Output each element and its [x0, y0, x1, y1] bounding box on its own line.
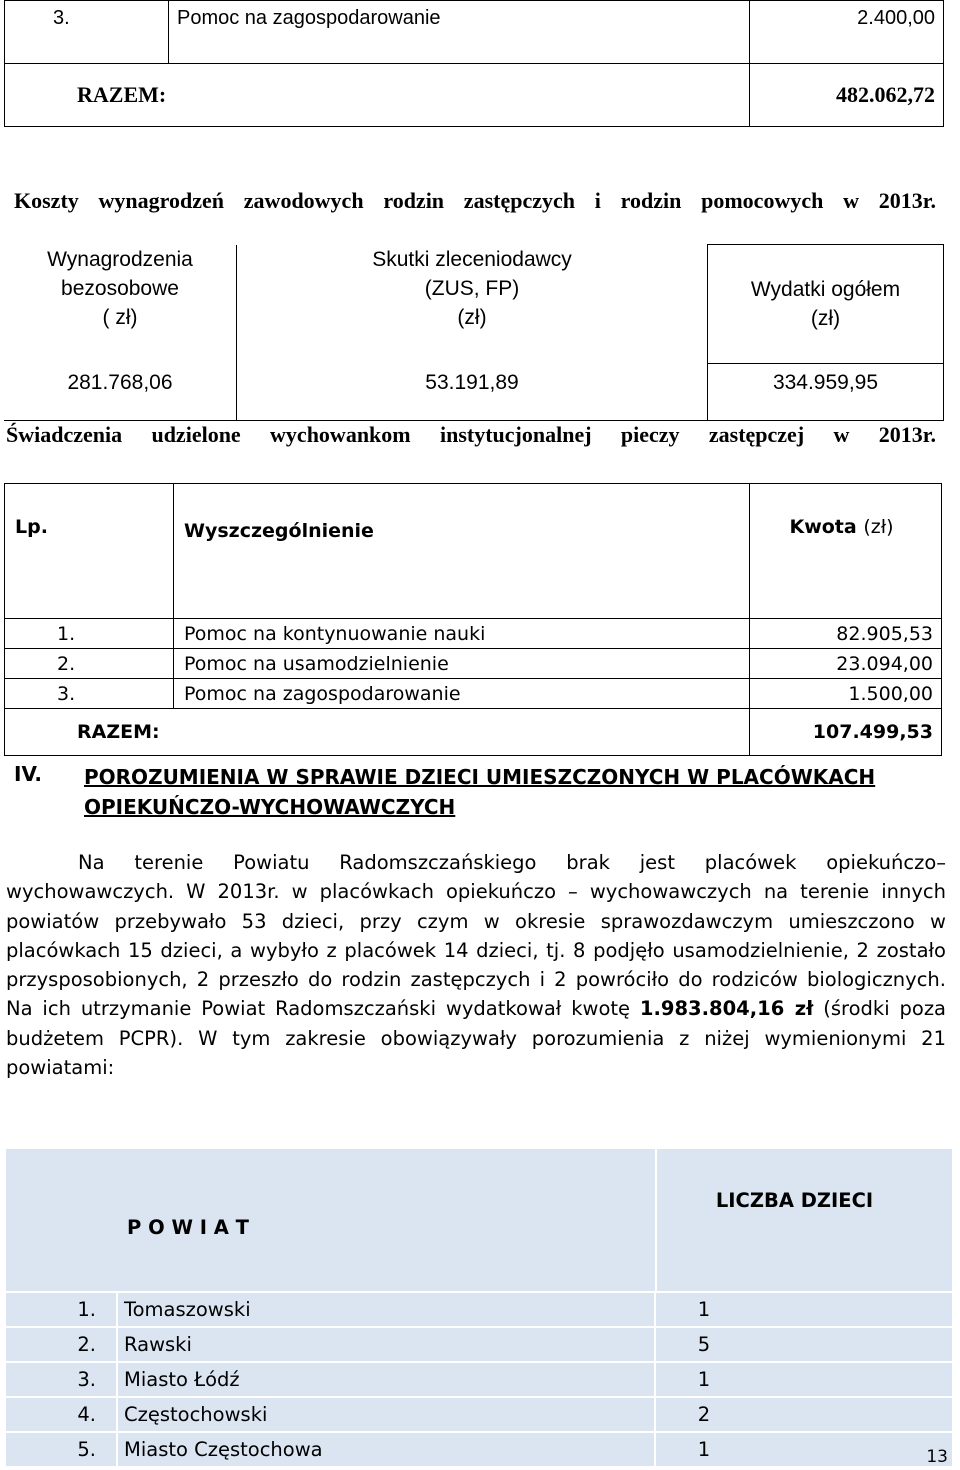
table-row [5, 619, 942, 649]
table-row [5, 649, 942, 679]
section-title-line: POROZUMIENIA W SPRAWIE DZIECI UMIESZCZONYCH W PLACÓWKACH [84, 765, 876, 789]
header-line: (ZUS, FP) [424, 276, 520, 300]
row-amount: 82.905,53 [750, 619, 942, 649]
row-lp: 4. [6, 1397, 117, 1432]
benefits-table [4, 483, 942, 756]
counties-table [6, 1149, 952, 1466]
costs-heading: Koszty wynagrodzeń zawodowych rodzin zastępczych i rodzin pomocowych w 2013r. [14, 188, 936, 213]
total-amount: 107.499,53 [750, 709, 942, 756]
header-contributions [237, 245, 708, 364]
table-row [5, 679, 942, 709]
row-name: Tomaszowski [117, 1292, 655, 1327]
row-name: Pomoc na zagospodarowanie [174, 679, 750, 709]
row-name: Częstochowski [117, 1397, 655, 1432]
table-row [5, 1, 944, 64]
row-name: Rawski [117, 1327, 655, 1362]
section-paragraph [6, 848, 946, 1082]
header-line: (zł) [810, 307, 841, 330]
header-line: (zł) [457, 305, 487, 329]
row-name: Pomoc na kontynuowanie nauki [174, 619, 750, 649]
header-wages [4, 245, 237, 364]
page-number: 13 [926, 1447, 948, 1467]
section-title [84, 762, 924, 822]
row-amount: 2.400,00 [750, 1, 944, 64]
costs-values-row [4, 364, 944, 421]
header-line: ( zł) [102, 305, 138, 329]
header-line: Wynagrodzenia [47, 247, 193, 271]
header-count: LICZBA DZIECI [657, 1149, 952, 1292]
row-lp: 2. [5, 649, 174, 679]
table-row [6, 1327, 952, 1362]
row-name: Miasto Częstochowa [117, 1432, 655, 1466]
header-total [708, 245, 944, 364]
benefits-heading: Świadczenia udzielone wychowankom instytucjonalnej pieczy zastępczej w 2013r. [6, 422, 936, 447]
row-count: 1 [655, 1432, 952, 1466]
top-table [4, 0, 944, 127]
row-lp: 3. [5, 679, 174, 709]
row-name: Miasto Łódź [117, 1362, 655, 1397]
section-number: IV. [14, 762, 42, 786]
row-amount: 23.094,00 [750, 649, 942, 679]
header-line: Skutki zleceniodawcy [372, 247, 572, 271]
row-name: Pomoc na zagospodarowanie [169, 1, 750, 64]
row-name: Pomoc na usamodzielnienie [174, 649, 750, 679]
row-count: 2 [655, 1397, 952, 1432]
header-amount-label: Kwota [789, 516, 857, 538]
row-lp: 5. [6, 1432, 117, 1466]
header-amount-unit: (zł) [863, 516, 894, 538]
table-row [6, 1432, 952, 1466]
header-line: bezosobowe [61, 276, 179, 300]
counties-header-row [6, 1149, 952, 1292]
header-line: Wydatki ogółem [750, 278, 901, 301]
costs-header-row [4, 245, 944, 364]
table-row [6, 1397, 952, 1432]
row-count: 1 [655, 1362, 952, 1397]
row-lp: 2. [6, 1327, 117, 1362]
total-row [5, 709, 942, 756]
benefits-header-row [5, 484, 942, 619]
paragraph-text: (środki poza budżetem PCPR). W tym zakresie obowiązywały porozumienia z niżej wymienionymi 21 powiatami: [6, 997, 947, 1080]
header-lp: Lp. [5, 484, 174, 619]
total-row [5, 64, 944, 127]
total-label: RAZEM: [5, 64, 750, 127]
value-contributions: 53.191,89 [237, 364, 708, 421]
row-lp: 1. [6, 1292, 117, 1327]
total-amount: 482.062,72 [750, 64, 944, 127]
table-row [6, 1292, 952, 1327]
row-count: 1 [655, 1292, 952, 1327]
row-lp: 1. [5, 619, 174, 649]
value-wages: 281.768,06 [4, 364, 237, 421]
row-count: 5 [655, 1327, 952, 1362]
paragraph-text: Na terenie Powiatu Radomszczańskiego brak jest placówek opiekuńczo– wychowawczych. W 2013r. w placówkach opiekuńczo – wychowawczych na terenie innych powiatów przebywało 53 dzieci, przy czym w okresie sprawozdawczym umieszczono w placówkach 15 dzieci, a wybyło z placówek 14 dzieci, tj. 8 podjęło usamodzielnienie, 2 zostało przysposobionych, 2 przeszło do rodzin zastępczych i 2 powróciło do rodziców biologicznych. Na ich utrzymanie Powiat Radomszczański wydatkował kwotę [6, 851, 946, 1021]
total-label: RAZEM: [5, 709, 750, 756]
section-title-line: OPIEKUŃCZO-WYCHOWAWCZYCH [84, 795, 456, 819]
row-lp: 3. [5, 1, 169, 64]
header-name: Wyszczególnienie [174, 484, 750, 619]
header-lp-cell [6, 1149, 117, 1292]
row-lp: 3. [6, 1362, 117, 1397]
costs-table [4, 244, 944, 421]
header-county: P O W I A T [117, 1149, 655, 1292]
row-amount: 1.500,00 [750, 679, 942, 709]
header-amount [750, 484, 942, 619]
paragraph-amount: 1.983.804,16 zł [639, 997, 814, 1021]
table-row [6, 1362, 952, 1397]
value-total: 334.959,95 [708, 364, 944, 421]
